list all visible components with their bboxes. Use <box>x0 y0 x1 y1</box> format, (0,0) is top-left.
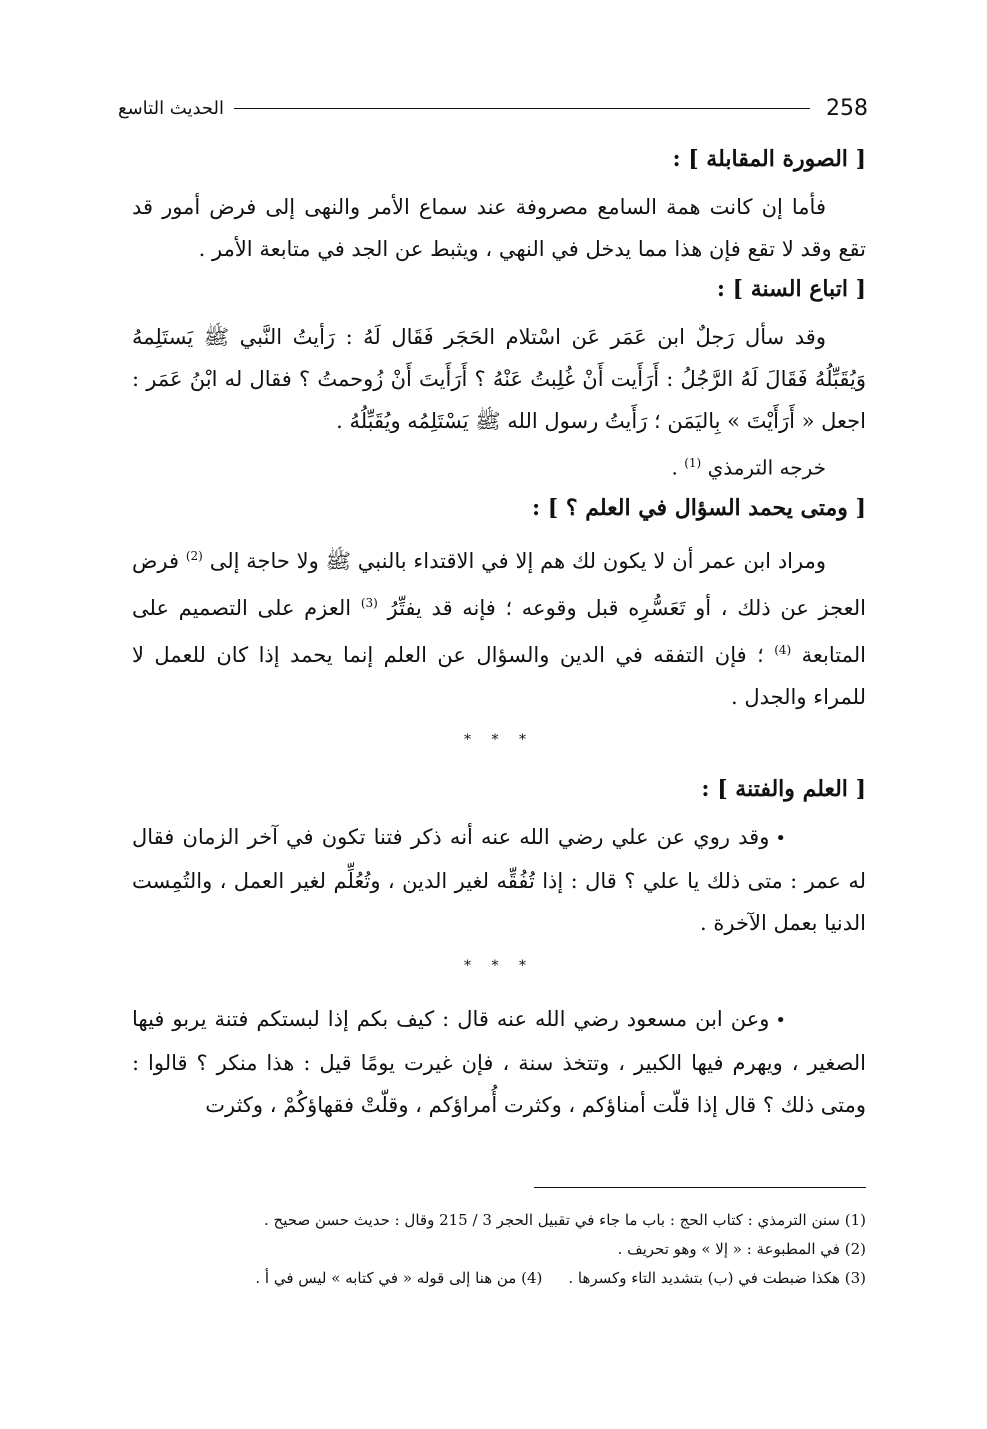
footnote-ref-3: (3) <box>360 595 378 610</box>
attribution-text: خرجه الترمذي <box>707 455 826 480</box>
section-heading-following-sunnah: [ اتباع السنة ] : <box>716 276 866 302</box>
running-header <box>118 92 868 124</box>
footnote-1: (1) سنن الترمذي : كتاب الحج : باب ما جاء في تقبيل الحجر 3 / 215 وقال : حديث حسن صحيح . <box>264 1211 866 1229</box>
paragraph <box>132 535 866 718</box>
page-body <box>132 142 866 1128</box>
paragraph-part: العزم على التصميم على المتابعة <box>132 595 866 667</box>
section-divider-stars: * * * <box>464 957 534 974</box>
attribution-end: . <box>671 455 678 480</box>
hadith-attribution <box>132 444 866 487</box>
section-heading-opposite-image: [ الصورة المقابلة ] : <box>672 146 866 172</box>
paragraph-text: وعن ابن مسعود رضي الله عنه قال : كيف بكم إذا لبستكم فتنة يربو فيها الصغير ، ويهرم فيها الكبير ، وتتخذ سنة ، فإن غيرت يومًا قيل : هذا منكر ؟ قالوا : ومتى ذلك ؟ قال إذا قلّت أمناؤكم ، وكثرت أُمراؤكم ، وقلّتْ فقهاؤكُمْ ، وكثرت <box>132 1006 866 1117</box>
footnote-separator <box>534 1187 866 1188</box>
bullet-icon: • <box>775 1009 786 1031</box>
paragraph: وقد سأل رَجلٌ ابن عَمَر عَن اسْتلام الحَجَر فَقَال لَهُ : رَأيتُ النَّبي ﷺ يَستَلِمهُ وَيُقَبِّلُهُ فَقَالَ لَهُ الرَّجُلُ : أَرَأَيت أَنْ غُلِبتُ عَنْهُ ؟ أَرَأَيتَ أَنْ زُوحمتُ ؟ فقال له ابْنُ عَمَر : اجعل « أَرَأَيْتَ » بِاليَمَن ؛ رَأَيتُ رسول الله ﷺ يَسْتَلِمُه ويُقَبِّلُهُ . <box>132 325 866 433</box>
paragraph: فأما إن كانت همة السامع مصروفة عند سماع الأمر والنهى إلى فرض أمور قد تقع وقد لا تقع فإن هذا مما يدخل في النهي ، ويثبط عن الجد في متابعة الأمر . <box>132 195 866 261</box>
footnote-2: (2) في المطبوعة : « إلا » وهو تحريف . <box>617 1240 866 1258</box>
bullet-paragraph <box>132 998 866 1126</box>
section-heading-knowledge-and-fitna: [ العلم والفتنة ] : <box>701 775 866 802</box>
page-number: 258 <box>826 95 868 121</box>
paragraph-part: ومراد ابن عمر أن لا يكون لك هم إلا في الاقتداء بالنبي ﷺ ولا حاجة إلى <box>209 548 826 573</box>
paragraph-part: فرض العجز عن ذلك ، أو تَعَسُّرِه قبل وقوعه ؛ فإنه قد يفتِّرُ <box>132 548 867 620</box>
footnote-ref-1: (1) <box>684 456 702 470</box>
footnote-ref-4: (4) <box>774 642 792 657</box>
paragraph-text: وقد روي عن علي رضي الله عنه أنه ذكر فتنا تكون في آخر الزمان فقال له عمر : متى ذلك يا علي ؟ قال : إذا تُفُقِّه لغير الدين ، وتُعُلِّم لغير العمل ، والتُمِست الدنيا بعمل الآخرة . <box>132 824 866 935</box>
section-heading-questioning-knowledge: [ ومتى يحمد السؤال في العلم ؟ ] : <box>532 494 866 521</box>
footnotes <box>132 1206 866 1293</box>
header-rule <box>234 108 810 109</box>
running-title: الحديث التاسع <box>118 97 225 119</box>
footnote-ref-2: (2) <box>185 548 203 563</box>
paragraph-part: ؛ فإن التفقه في الدين والسؤال عن العلم إنما يحمد إذا كان للعمل لا للمراء والجدل . <box>132 642 866 709</box>
bullet-icon: • <box>775 827 786 849</box>
footnote-3: (3) هكذا ضبطت في (ب) بتشديد التاء وكسرها . <box>568 1269 866 1287</box>
footnote-4: (4) من هنا إلى قوله « في كتابه » ليس في أ . <box>255 1269 543 1287</box>
section-divider-stars: * * * <box>464 731 534 748</box>
footnote-row-3-4 <box>132 1264 866 1293</box>
bullet-paragraph <box>132 816 866 944</box>
